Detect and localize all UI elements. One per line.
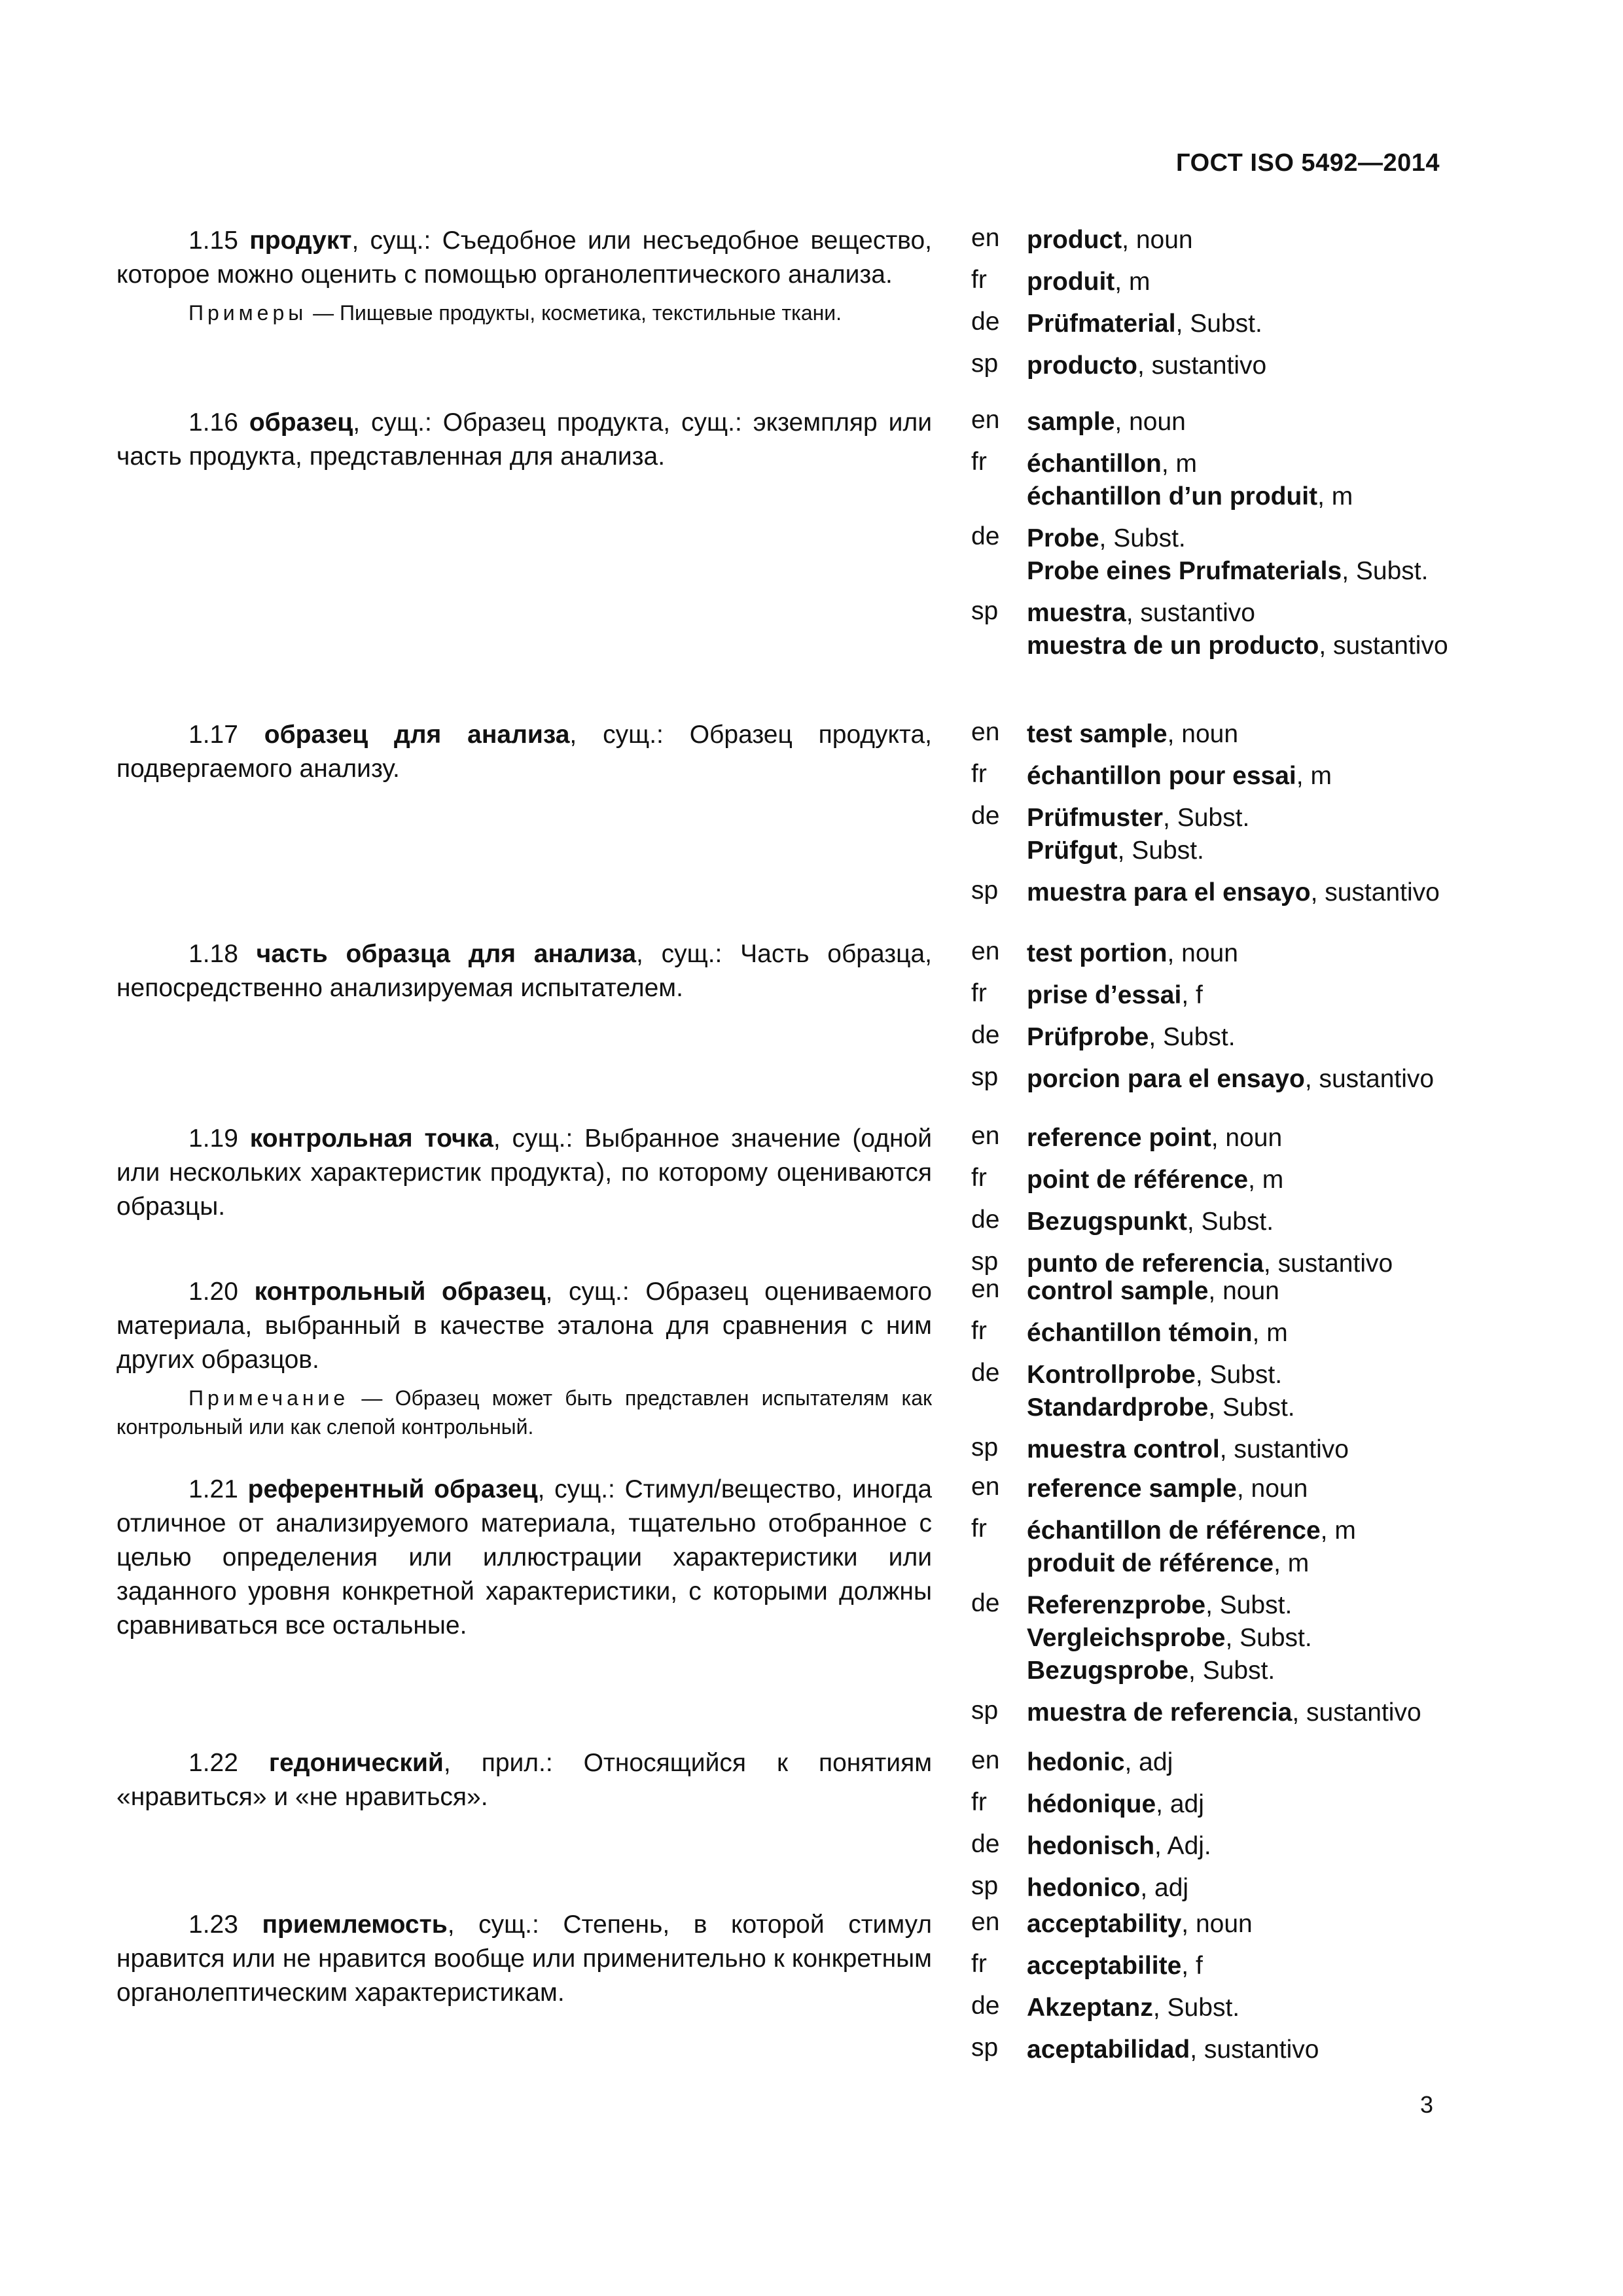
lang-group-sp	[971, 350, 1495, 382]
language-terms	[1027, 802, 1249, 867]
language-code: sp	[971, 2034, 999, 2062]
term-name: приемлемость	[262, 1910, 448, 1939]
language-code: en	[971, 1122, 1000, 1150]
translations	[971, 718, 1495, 918]
definition-text	[116, 718, 932, 786]
grammar-label: , sustantivo	[1137, 351, 1267, 380]
language-terms	[1027, 876, 1440, 909]
lang-group-sp	[971, 2034, 1495, 2066]
term-number: 1.17	[188, 721, 264, 749]
language-terms	[1027, 1122, 1282, 1155]
translated-term-name: punto de referencia	[1027, 1249, 1264, 1278]
language-terms	[1027, 350, 1266, 382]
translated-term	[1027, 718, 1238, 751]
translated-term-name: Vergleichsprobe	[1027, 1624, 1226, 1652]
term-number: 1.15	[188, 226, 250, 255]
translated-term	[1027, 1391, 1295, 1424]
definition-text	[116, 1122, 932, 1224]
translations	[971, 1908, 1495, 2075]
translated-term	[1027, 522, 1428, 555]
lang-group-sp	[971, 597, 1495, 662]
grammar-label: , Subst.	[1225, 1624, 1312, 1652]
russian-definition	[116, 718, 932, 786]
term-name: гедонический	[268, 1749, 444, 1777]
grammar-label: , m	[1248, 1166, 1284, 1194]
language-code: de	[971, 1589, 1000, 1617]
language-code: sp	[971, 876, 999, 905]
grammar-label: , m	[1296, 762, 1332, 790]
language-code: de	[971, 802, 1000, 830]
language-code: fr	[971, 1317, 987, 1345]
language-terms	[1027, 1589, 1312, 1687]
translations	[971, 224, 1495, 391]
language-terms	[1027, 308, 1262, 340]
lang-group-de	[971, 308, 1495, 340]
translated-term-name: échantillon pour essai	[1027, 762, 1296, 790]
russian-definition	[116, 406, 932, 474]
language-terms	[1027, 224, 1193, 257]
language-terms	[1027, 1696, 1421, 1729]
grammar-label: , Subst.	[1186, 1208, 1274, 1236]
language-code: en	[971, 406, 1000, 434]
term-definition: , сущ.: Образец оцениваемого материала, выбранный в качестве эталона для сравнения с ним других образцов.	[116, 1278, 932, 1374]
translated-term	[1027, 1433, 1349, 1466]
language-terms	[1027, 1063, 1434, 1096]
translated-term-name: Akzeptanz	[1027, 1994, 1153, 2022]
translated-term-name: product	[1027, 226, 1122, 254]
translated-term-name: point de référence	[1027, 1166, 1249, 1194]
translated-term-name: muestra control	[1027, 1435, 1220, 1463]
translated-term	[1027, 1696, 1421, 1729]
lang-group-fr	[971, 979, 1495, 1012]
language-terms	[1027, 760, 1332, 793]
translated-term-name: porcion para el ensayo	[1027, 1065, 1305, 1093]
grammar-label: , Subst.	[1205, 1591, 1293, 1619]
translated-term	[1027, 1788, 1204, 1821]
translations	[971, 406, 1495, 672]
language-code: sp	[971, 1063, 999, 1091]
language-terms	[1027, 2034, 1319, 2066]
translated-term	[1027, 630, 1448, 662]
term-number: 1.18	[188, 940, 257, 968]
translated-term	[1027, 876, 1440, 909]
translated-term	[1027, 1359, 1295, 1391]
language-terms	[1027, 1433, 1349, 1466]
grammar-label: , Subst.	[1163, 804, 1250, 832]
translated-term	[1027, 1473, 1308, 1505]
lang-group-fr	[971, 760, 1495, 793]
translated-term	[1027, 350, 1266, 382]
translated-term-name: reference sample	[1027, 1475, 1237, 1503]
grammar-label: , Subst.	[1149, 1023, 1236, 1051]
grammar-label: , sustantivo	[1292, 1698, 1421, 1727]
translated-term	[1027, 937, 1238, 970]
translated-term	[1027, 224, 1193, 257]
translations	[971, 1122, 1495, 1289]
term-name: образец для анализа	[264, 721, 570, 749]
grammar-label: , noun	[1167, 939, 1238, 967]
language-code: de	[971, 1206, 1000, 1234]
language-code: fr	[971, 1950, 987, 1978]
language-terms	[1027, 937, 1238, 970]
translated-term-name: hedonico	[1027, 1874, 1141, 1902]
language-code: en	[971, 1275, 1000, 1303]
translated-term	[1027, 1275, 1279, 1308]
translated-term-name: échantillon de référence	[1027, 1516, 1321, 1545]
grammar-label: , sustantivo	[1319, 632, 1448, 660]
language-terms	[1027, 1164, 1283, 1196]
translated-term	[1027, 1589, 1312, 1622]
translated-term	[1027, 266, 1150, 298]
translated-term-name: échantillon d’un produit	[1027, 482, 1318, 511]
grammar-label: , adj	[1124, 1748, 1173, 1776]
definition-text	[116, 1275, 932, 1377]
language-terms	[1027, 1746, 1173, 1779]
grammar-label: , Subst.	[1188, 1657, 1275, 1685]
lang-group-de	[971, 522, 1495, 588]
translated-term	[1027, 555, 1428, 588]
language-code: fr	[971, 448, 987, 476]
translated-term	[1027, 1547, 1356, 1580]
term-definition: , сущ.: Выбранное значение (одной или нескольких характеристик продукта), по которому оцениваются образцы.	[116, 1124, 932, 1221]
translated-term-name: hedonic	[1027, 1748, 1125, 1776]
translated-term	[1027, 1063, 1434, 1096]
translated-term	[1027, 1515, 1356, 1547]
term-name: контрольный образец	[254, 1278, 546, 1306]
grammar-label: , noun	[1236, 1475, 1308, 1503]
language-terms	[1027, 448, 1353, 513]
translated-term	[1027, 1655, 1312, 1687]
grammar-label: , f	[1181, 1952, 1203, 1980]
document-code-header: ГОСТ ISO 5492—2014	[1176, 149, 1440, 177]
language-code: de	[971, 1992, 1000, 2020]
translated-term-name: reference point	[1027, 1124, 1211, 1152]
language-code: en	[971, 937, 1000, 965]
russian-definition	[116, 1122, 932, 1224]
grammar-label: , m	[1252, 1319, 1288, 1347]
language-code: de	[971, 1359, 1000, 1387]
translated-term	[1027, 406, 1186, 439]
language-terms	[1027, 597, 1448, 662]
lang-group-fr	[971, 1950, 1495, 1982]
translated-term	[1027, 2034, 1319, 2066]
russian-definition	[116, 1473, 932, 1643]
term-name: референтный образец	[247, 1475, 538, 1503]
language-terms	[1027, 1206, 1274, 1238]
lang-group-en	[971, 224, 1495, 257]
term-definition: , прил.: Относящийся к понятиям «нравиться» и «не нравиться».	[116, 1749, 933, 1811]
language-code: de	[971, 308, 1000, 336]
lang-group-sp	[971, 876, 1495, 909]
language-code: de	[971, 1021, 1000, 1049]
grammar-label: , Subst.	[1152, 1994, 1240, 2022]
lang-group-fr	[971, 448, 1495, 513]
translated-term-name: acceptabilite	[1027, 1952, 1182, 1980]
language-code: fr	[971, 1515, 987, 1543]
lang-group-en	[971, 1473, 1495, 1505]
translated-term-name: prise d’essai	[1027, 981, 1182, 1009]
lang-group-en	[971, 718, 1495, 751]
russian-definition	[116, 224, 932, 327]
language-terms	[1027, 1992, 1240, 2024]
translated-term-name: producto	[1027, 351, 1137, 380]
language-code: fr	[971, 1164, 987, 1192]
language-terms	[1027, 1908, 1253, 1941]
language-terms	[1027, 1275, 1279, 1308]
translated-term	[1027, 308, 1262, 340]
translated-term-name: test portion	[1027, 939, 1168, 967]
translated-term	[1027, 1206, 1274, 1238]
language-code: fr	[971, 979, 987, 1007]
term-definition: , сущ.: Часть образца, непосредственно анализируемая испытателем.	[116, 940, 932, 1002]
note-label: Примеры	[188, 301, 308, 325]
term-note	[116, 298, 932, 327]
translated-term	[1027, 1622, 1312, 1655]
grammar-label: , f	[1181, 981, 1203, 1009]
term-definition: , сущ.: Образец продукта, сущ.: экземпляр или часть продукта, представленная для анализа.	[116, 408, 932, 471]
translated-term-name: Bezugsprobe	[1027, 1657, 1189, 1685]
definition-text	[116, 406, 932, 474]
translated-term	[1027, 448, 1353, 480]
translated-term	[1027, 802, 1249, 834]
translated-term-name: muestra para el ensayo	[1027, 878, 1311, 906]
grammar-label: , noun	[1211, 1124, 1283, 1152]
translated-term	[1027, 1746, 1173, 1779]
definition-text	[116, 1908, 932, 2010]
translated-term	[1027, 480, 1353, 513]
lang-group-sp	[971, 1063, 1495, 1096]
language-code: fr	[971, 1788, 987, 1816]
translated-term	[1027, 1122, 1282, 1155]
lang-group-de	[971, 1021, 1495, 1054]
translated-term-name: Prüfmuster	[1027, 804, 1164, 832]
language-code: en	[971, 1908, 1000, 1936]
language-code: sp	[971, 1696, 999, 1725]
grammar-label: , Subst.	[1117, 836, 1204, 865]
translated-term-name: control sample	[1027, 1277, 1209, 1305]
language-terms	[1027, 979, 1203, 1012]
russian-definition	[116, 937, 932, 1005]
language-terms	[1027, 1788, 1204, 1821]
language-terms	[1027, 1872, 1188, 1905]
term-number: 1.21	[188, 1475, 248, 1503]
translated-term-name: Referenzprobe	[1027, 1591, 1206, 1619]
language-code: en	[971, 224, 1000, 252]
term-number: 1.23	[188, 1910, 262, 1939]
grammar-label: , sustantivo	[1304, 1065, 1435, 1093]
translated-term-name: Prüfgut	[1027, 836, 1118, 865]
grammar-label: , noun	[1122, 226, 1193, 254]
grammar-label: , noun	[1115, 408, 1186, 436]
grammar-label: , m	[1115, 268, 1150, 296]
translated-term	[1027, 1830, 1211, 1863]
language-code: sp	[971, 1247, 999, 1276]
lang-group-en	[971, 937, 1495, 970]
term-definition: , сущ.: Съедобное или несъедобное вещество, которое можно оценить с помощью органолептического анализа.	[116, 226, 932, 289]
language-code: en	[971, 718, 1000, 746]
russian-definition	[116, 1746, 932, 1814]
grammar-label: , sustantivo	[1126, 599, 1256, 627]
language-code: fr	[971, 266, 987, 294]
translated-term-name: sample	[1027, 408, 1115, 436]
language-code: sp	[971, 350, 999, 378]
grammar-label: , Subst.	[1342, 557, 1429, 585]
language-code: en	[971, 1473, 1000, 1501]
translated-term-name: Prüfmaterial	[1027, 310, 1176, 338]
lang-group-fr	[971, 1788, 1495, 1821]
language-code: sp	[971, 1872, 999, 1900]
language-terms	[1027, 266, 1150, 298]
translated-term-name: échantillon témoin	[1027, 1319, 1253, 1347]
term-note	[116, 1384, 932, 1441]
note-label: Примечание	[188, 1386, 349, 1410]
translations	[971, 937, 1495, 1105]
translated-term	[1027, 1872, 1188, 1905]
language-terms	[1027, 1359, 1295, 1424]
language-code: fr	[971, 760, 987, 788]
language-code: de	[971, 522, 1000, 550]
translations	[971, 1275, 1495, 1475]
translated-term	[1027, 1317, 1288, 1350]
grammar-label: , m	[1317, 482, 1353, 511]
page-number: 3	[1420, 2091, 1434, 2118]
grammar-label: , sustantivo	[1190, 2036, 1319, 2064]
term-number: 1.19	[188, 1124, 250, 1153]
term-name: образец	[249, 408, 353, 437]
grammar-label: , Subst.	[1208, 1393, 1295, 1422]
language-code: sp	[971, 597, 999, 625]
term-name: часть образца для анализа	[256, 940, 637, 968]
grammar-label: , m	[1161, 450, 1198, 478]
translated-term-name: muestra de referencia	[1027, 1698, 1293, 1727]
lang-group-en	[971, 406, 1495, 439]
language-terms	[1027, 1317, 1288, 1350]
language-terms	[1027, 522, 1428, 588]
russian-definition	[116, 1275, 932, 1441]
term-name: продукт	[249, 226, 352, 255]
grammar-label: , sustantivo	[1310, 878, 1440, 906]
translated-term-name: Probe	[1027, 524, 1099, 552]
translated-term-name: Bezugspunkt	[1027, 1208, 1187, 1236]
lang-group-fr	[971, 1515, 1495, 1580]
lang-group-de	[971, 802, 1495, 867]
translated-term-name: test sample	[1027, 720, 1168, 748]
translated-term	[1027, 597, 1448, 630]
grammar-label: , Subst.	[1195, 1361, 1283, 1389]
term-definition: , сущ.: Образец продукта, подвергаемого анализу.	[116, 721, 932, 783]
translated-term-name: aceptabilidad	[1027, 2036, 1190, 2064]
grammar-label: , noun	[1167, 720, 1239, 748]
lang-group-en	[971, 1275, 1495, 1308]
lang-group-fr	[971, 1164, 1495, 1196]
translated-term	[1027, 1908, 1253, 1941]
definition-text	[116, 1746, 932, 1814]
translated-term	[1027, 1021, 1236, 1054]
lang-group-de	[971, 1830, 1495, 1863]
term-definition: , сущ.: Степень, в которой стимул нравится или не нравится вообще или применительно к конкретным органолептическим характеристикам.	[116, 1910, 932, 2007]
lang-group-de	[971, 1206, 1495, 1238]
translated-term-name: Standardprobe	[1027, 1393, 1209, 1422]
language-code: de	[971, 1830, 1000, 1858]
translated-term-name: muestra de un producto	[1027, 632, 1319, 660]
language-terms	[1027, 1830, 1211, 1863]
translated-term	[1027, 979, 1203, 1012]
grammar-label: , sustantivo	[1219, 1435, 1349, 1463]
translations	[971, 1746, 1495, 1914]
language-terms	[1027, 1021, 1236, 1054]
translated-term	[1027, 760, 1332, 793]
note-text: — Образец может быть представлен испытателям как контрольный или как слепой контрольный.	[116, 1386, 932, 1439]
definition-text	[116, 1473, 932, 1643]
grammar-label: , Adj.	[1154, 1832, 1211, 1860]
translated-term-name: échantillon	[1027, 450, 1162, 478]
lang-group-sp	[971, 1872, 1495, 1905]
term-definition: , сущ.: Стимул/вещество, иногда отличное от анализируемого материала, тщательно отобранное с целью определения или иллюстрации характеристики или заданного уровня конкретной характеристики, с которыми должны сравниваться все остальные.	[116, 1475, 933, 1640]
translations	[971, 1473, 1495, 1738]
lang-group-en	[971, 1122, 1495, 1155]
translated-term-name: produit de référence	[1027, 1549, 1274, 1577]
lang-group-fr	[971, 1317, 1495, 1350]
lang-group-de	[971, 1359, 1495, 1424]
grammar-label: , adj	[1140, 1874, 1189, 1902]
term-number: 1.16	[188, 408, 249, 437]
translated-term-name: Probe eines Prufmaterials	[1027, 557, 1342, 585]
language-code: en	[971, 1746, 1000, 1774]
lang-group-de	[971, 1992, 1495, 2024]
language-terms	[1027, 1515, 1356, 1580]
grammar-label: , m	[1274, 1549, 1310, 1577]
definition-text	[116, 224, 932, 292]
grammar-label: , noun	[1208, 1277, 1279, 1305]
translated-term-name: Kontrollprobe	[1027, 1361, 1196, 1389]
term-name: контрольная точка	[249, 1124, 493, 1153]
grammar-label: , sustantivo	[1263, 1249, 1393, 1278]
grammar-label: , adj	[1156, 1790, 1204, 1818]
term-number: 1.20	[188, 1278, 255, 1306]
lang-group-de	[971, 1589, 1495, 1687]
term-number: 1.22	[188, 1749, 269, 1777]
grammar-label: , Subst.	[1099, 524, 1186, 552]
translated-term-name: produit	[1027, 268, 1115, 296]
translated-term-name: acceptability	[1027, 1910, 1182, 1938]
definition-text	[116, 937, 932, 1005]
lang-group-fr	[971, 266, 1495, 298]
translated-term	[1027, 834, 1249, 867]
language-code: sp	[971, 1433, 999, 1462]
grammar-label: , m	[1320, 1516, 1356, 1545]
translated-term	[1027, 1950, 1203, 1982]
translated-term	[1027, 1992, 1240, 2024]
translated-term-name: hedonisch	[1027, 1832, 1155, 1860]
language-terms	[1027, 1950, 1203, 1982]
lang-group-sp	[971, 1696, 1495, 1729]
grammar-label: , noun	[1181, 1910, 1253, 1938]
translated-term-name: Prüfprobe	[1027, 1023, 1149, 1051]
lang-group-en	[971, 1746, 1495, 1779]
lang-group-sp	[971, 1433, 1495, 1466]
grammar-label: , Subst.	[1175, 310, 1262, 338]
language-terms	[1027, 1473, 1308, 1505]
language-terms	[1027, 718, 1238, 751]
translated-term-name: muestra	[1027, 599, 1126, 627]
russian-definition	[116, 1908, 932, 2010]
translated-term	[1027, 1164, 1283, 1196]
lang-group-en	[971, 1908, 1495, 1941]
translated-term-name: hédonique	[1027, 1790, 1156, 1818]
note-text: — Пищевые продукты, косметика, текстильные ткани.	[307, 301, 842, 325]
language-terms	[1027, 406, 1186, 439]
